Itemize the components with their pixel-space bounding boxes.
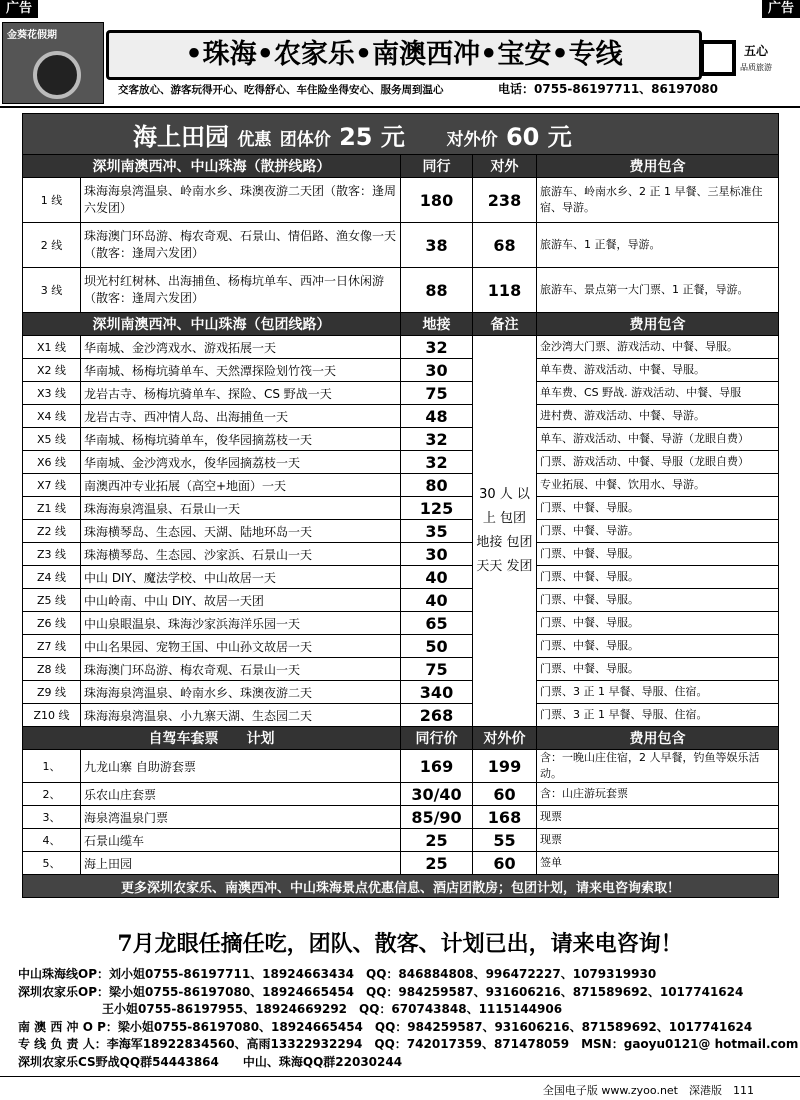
route-name: 中山名果园、宠物王国、中山孙文故居一天 (81, 635, 401, 658)
section3-header-public: 对外价 (473, 727, 537, 750)
local-price: 30 (401, 543, 473, 566)
local-price: 48 (401, 405, 473, 428)
line-code: X5 线 (23, 428, 81, 451)
public-price: 60 (473, 852, 537, 875)
section1-header-peer: 同行 (401, 155, 473, 178)
local-price: 40 (401, 589, 473, 612)
section2-rows (23, 336, 779, 727)
header (0, 18, 800, 108)
route-name: 华南城、金沙湾戏水，俊华园摘荔枝一天 (81, 451, 401, 474)
section1-header-includes: 费用包含 (537, 155, 779, 178)
section1-header-public: 对外 (473, 155, 537, 178)
line-code: Z10 线 (23, 704, 81, 727)
line-code: 1 线 (23, 178, 81, 223)
table-row (23, 223, 779, 268)
local-price: 75 (401, 658, 473, 681)
section3-header (23, 727, 779, 750)
contact-line: 深圳农家乐CS野战QQ群54443864 中山、珠海QQ群22030244 (18, 1054, 403, 1069)
local-price: 40 (401, 566, 473, 589)
table-row (23, 806, 779, 829)
title-name: 海上田园 (133, 122, 229, 151)
table-row (23, 635, 779, 658)
line-code: 2 线 (23, 223, 81, 268)
contact-line: 中山珠海线OP：刘小姐0755-86197711、18924663434 QQ：846884808、996472227、1079319930 (18, 967, 657, 981)
route-name: 珠海横琴岛、生态园、沙家浜、石景山一天 (81, 543, 401, 566)
line-code: Z8 线 (23, 658, 81, 681)
section2-header (23, 313, 779, 336)
fee-includes: 门票、中餐、导服。 (537, 497, 779, 520)
fee-includes: 含：山庄游玩套票 (537, 783, 779, 806)
tagline: 交客放心、游客玩得开心、吃得舒心、车住险坐得安心、服务周到温心 (118, 84, 444, 96)
slogan: 7月龙眼任摘任吃，团队、散客、计划已出，请来电咨询！ (117, 931, 683, 957)
section2-header-includes: 费用包含 (537, 313, 779, 336)
fee-includes: 旅游车、1 正餐，导游。 (537, 223, 779, 268)
route-name: 珠海海泉湾温泉、小九寨天湖、生态园二天 (81, 704, 401, 727)
peer-price: 25 (401, 829, 473, 852)
public-price: 118 (473, 268, 537, 313)
local-price: 125 (401, 497, 473, 520)
footer-rule (0, 1076, 800, 1077)
item-name: 海上田园 (81, 852, 401, 875)
fee-includes: 进村费、游戏活动、中餐、导游。 (537, 405, 779, 428)
local-price: 32 (401, 336, 473, 359)
ad-label-right: 广告 (762, 0, 800, 18)
route-name: 珠海澳门环岛游、梅农奇观、石景山、情侣路、渔女像一天（散客：逢周六发团） (81, 223, 401, 268)
fee-includes: 单车、游戏活动、中餐、导游（龙眼自费） (537, 428, 779, 451)
peer-price: 88 (401, 268, 473, 313)
local-price: 32 (401, 451, 473, 474)
fee-includes: 门票、中餐、导服。 (537, 612, 779, 635)
peer-price: 25 (401, 852, 473, 875)
fee-includes: 门票、3 正 1 早餐、导服、住宿。 (537, 681, 779, 704)
section2-header-remark: 备注 (473, 313, 537, 336)
section3-header-peer: 同行价 (401, 727, 473, 750)
fee-includes: 门票、中餐、导服。 (537, 658, 779, 681)
logo-text: 金葵花假期 (7, 30, 57, 41)
table-row (23, 268, 779, 313)
line-code: X3 线 (23, 382, 81, 405)
public-price: 55 (473, 829, 537, 852)
fee-includes: 旅游车、岭南水乡、2 正 1 早餐、三星标准住宿、导游。 (537, 178, 779, 223)
local-price: 340 (401, 681, 473, 704)
table-row (23, 474, 779, 497)
line-code: X4 线 (23, 405, 81, 428)
local-price: 35 (401, 520, 473, 543)
ad-label-left: 广告 (0, 0, 38, 18)
sunflower-icon (33, 51, 81, 99)
contact-line: 专 线 负 责 人：李海军18922834560、高雨13322932294 QQ：742017359、871478059 MSN：gaoyu0121@ hotmail.com (18, 1037, 799, 1051)
section2-header-price: 地接 (401, 313, 473, 336)
brand (700, 40, 795, 80)
contacts (18, 966, 798, 1071)
peer-price: 180 (401, 178, 473, 223)
title-group-label: 团体价 (279, 129, 331, 150)
section1-header-route: 深圳南澳西冲、中山珠海（散拼线路） (23, 155, 401, 178)
title-public-price: 60 (505, 122, 540, 151)
local-price: 30 (401, 359, 473, 382)
local-price: 268 (401, 704, 473, 727)
route-name: 南澳西冲专业拓展（高空+地面）一天 (81, 474, 401, 497)
brand-subtitle: 品质旅游 (740, 63, 772, 72)
fee-includes: 单车费、CS 野战. 游戏活动、中餐、导服 (537, 382, 779, 405)
line-code: 3 线 (23, 268, 81, 313)
table-row (23, 336, 779, 359)
brand-mark-icon (700, 40, 736, 76)
public-price: 68 (473, 223, 537, 268)
fee-includes: 签单 (537, 852, 779, 875)
route-name: 珠海澳门环岛游、梅农奇观、石景山一天 (81, 658, 401, 681)
fee-includes: 门票、中餐、导服。 (537, 589, 779, 612)
fee-includes: 门票、游戏活动、中餐、导服（龙眼自费） (537, 451, 779, 474)
table-row (23, 520, 779, 543)
item-index: 3、 (23, 806, 81, 829)
route-name: 华南城、杨梅坑骑单车，俊华园摘荔枝一天 (81, 428, 401, 451)
fee-includes: 门票、中餐、导服。 (537, 566, 779, 589)
fee-includes: 现票 (537, 806, 779, 829)
line-code: X2 线 (23, 359, 81, 382)
local-price: 65 (401, 612, 473, 635)
fee-includes: 门票、中餐、导游。 (537, 520, 779, 543)
line-code: X6 线 (23, 451, 81, 474)
public-price: 168 (473, 806, 537, 829)
item-index: 5、 (23, 852, 81, 875)
contact-line: 深圳农家乐OP：梁小姐0755-86197080、18924665454 QQ：984259587、931606216、871589692、1017741624 (18, 984, 744, 999)
route-name: 珠海海泉湾温泉、岭南水乡、珠澳夜游二天团（散客：逢周六发团） (81, 178, 401, 223)
section3-rows (23, 750, 779, 875)
table-row (23, 612, 779, 635)
table-row (23, 750, 779, 783)
table-row (23, 359, 779, 382)
line-code: Z4 线 (23, 566, 81, 589)
item-index: 1、 (23, 750, 81, 783)
title-unit-2: 元 (547, 122, 572, 151)
table-row (23, 658, 779, 681)
section1-rows (23, 178, 779, 313)
local-price: 80 (401, 474, 473, 497)
route-name: 珠海横琴岛、生态园、天湖、陆地环岛一天 (81, 520, 401, 543)
banner-title: •珠海•农家乐•南澳西冲•宝安•专线 (106, 30, 702, 80)
local-price: 32 (401, 428, 473, 451)
line-code: Z6 线 (23, 612, 81, 635)
contact-line: 王小姐0755-86197955、18924669292 QQ：670743848、1115144906 (18, 1002, 563, 1016)
contact-line: 南 澳 西 冲 O P：梁小姐0755-86197080、18924665454 QQ：984259587、931606216、871589692、1017741624 (18, 1019, 753, 1034)
peer-price: 38 (401, 223, 473, 268)
table-row (23, 382, 779, 405)
route-name: 龙岩古寺、西冲情人岛、出海捕鱼一天 (81, 405, 401, 428)
route-name: 中山岭南、中山 DIY、故居一天团 (81, 589, 401, 612)
table-row (23, 589, 779, 612)
route-name: 坝光村红树林、出海捕鱼、杨梅坑单车、西冲一日休闲游（散客：逢周六发团） (81, 268, 401, 313)
line-code: X7 线 (23, 474, 81, 497)
title-youhui: 优惠 (237, 129, 272, 150)
table-row (23, 428, 779, 451)
line-code: Z3 线 (23, 543, 81, 566)
public-price: 199 (473, 750, 537, 783)
fee-includes: 门票、3 正 1 早餐、导服、住宿。 (537, 704, 779, 727)
fee-includes: 现票 (537, 829, 779, 852)
table-row (23, 681, 779, 704)
route-name: 华南城、金沙湾戏水、游戏拓展一天 (81, 336, 401, 359)
item-index: 4、 (23, 829, 81, 852)
sunflower-logo (2, 22, 104, 104)
price-table (22, 113, 778, 898)
item-name: 海泉湾温泉门票 (81, 806, 401, 829)
fee-includes: 金沙湾大门票、游戏活动、中餐、导服。 (537, 336, 779, 359)
section2-header-route: 深圳南澳西冲、中山珠海（包团线路） (23, 313, 401, 336)
route-name: 中山泉眼温泉、珠海沙家浜海洋乐园一天 (81, 612, 401, 635)
fee-includes: 门票、中餐、导服。 (537, 635, 779, 658)
peer-price: 169 (401, 750, 473, 783)
fee-includes: 专业拓展、中餐、饮用水、导游。 (537, 474, 779, 497)
route-name: 华南城、杨梅坑骑单车、天然潭探险划竹筏一天 (81, 359, 401, 382)
public-price: 60 (473, 783, 537, 806)
line-code: Z2 线 (23, 520, 81, 543)
section1-header (23, 155, 779, 178)
line-code: Z5 线 (23, 589, 81, 612)
peer-price: 85/90 (401, 806, 473, 829)
title-unit: 元 (380, 122, 405, 151)
table-row (23, 829, 779, 852)
title-row (23, 114, 779, 155)
table-row (23, 497, 779, 520)
item-index: 2、 (23, 783, 81, 806)
peer-price: 30/40 (401, 783, 473, 806)
fee-includes: 含：一晚山庄住宿，2 人早餐，钓鱼等娱乐活动。 (537, 750, 779, 783)
line-code: Z7 线 (23, 635, 81, 658)
route-name: 珠海海泉湾温泉、石景山一天 (81, 497, 401, 520)
fee-includes: 旅游车、景点第一大门票、1 正餐，导游。 (537, 268, 779, 313)
item-name: 石景山缆车 (81, 829, 401, 852)
footer-bar-text: 更多深圳农家乐、南澳西冲、中山珠海景点优惠信息、酒店团散房；包团计划，请来电咨询索取！ (23, 875, 779, 898)
phone-numbers: 电话：0755-86197711、86197080 (498, 82, 718, 96)
table-row (23, 783, 779, 806)
table-row (23, 566, 779, 589)
remark-cell: 30 人 以上 包团 地接 包团 天天 发团 (473, 336, 537, 727)
local-price: 50 (401, 635, 473, 658)
route-name: 珠海海泉湾温泉、岭南水乡、珠澳夜游二天 (81, 681, 401, 704)
item-name: 九龙山寨 自助游套票 (81, 750, 401, 783)
public-price: 238 (473, 178, 537, 223)
table-row (23, 852, 779, 875)
line-code: X1 线 (23, 336, 81, 359)
route-name: 中山 DIY、魔法学校、中山故居一天 (81, 566, 401, 589)
fee-includes: 单车费、游戏活动、中餐、导服。 (537, 359, 779, 382)
section3-header-name: 自驾车套票 计划 (23, 727, 401, 750)
title-public-label: 对外价 (446, 129, 498, 150)
line-code: Z9 线 (23, 681, 81, 704)
table-row (23, 543, 779, 566)
route-name: 龙岩古寺、杨梅坑骑单车、探险、CS 野战一天 (81, 382, 401, 405)
table-row (23, 405, 779, 428)
section3-header-includes: 费用包含 (537, 727, 779, 750)
fee-includes: 门票、中餐、导服。 (537, 543, 779, 566)
page-folio: 全国电子版 www.zyoo.net 深港版 111 (542, 1084, 754, 1097)
table-row (23, 178, 779, 223)
local-price: 75 (401, 382, 473, 405)
line-code: Z1 线 (23, 497, 81, 520)
table-row (23, 451, 779, 474)
table-row (23, 704, 779, 727)
item-name: 乐农山庄套票 (81, 783, 401, 806)
footer-bar (23, 875, 779, 898)
title-group-price: 25 (339, 122, 373, 151)
brand-name: 五心 (744, 44, 769, 58)
